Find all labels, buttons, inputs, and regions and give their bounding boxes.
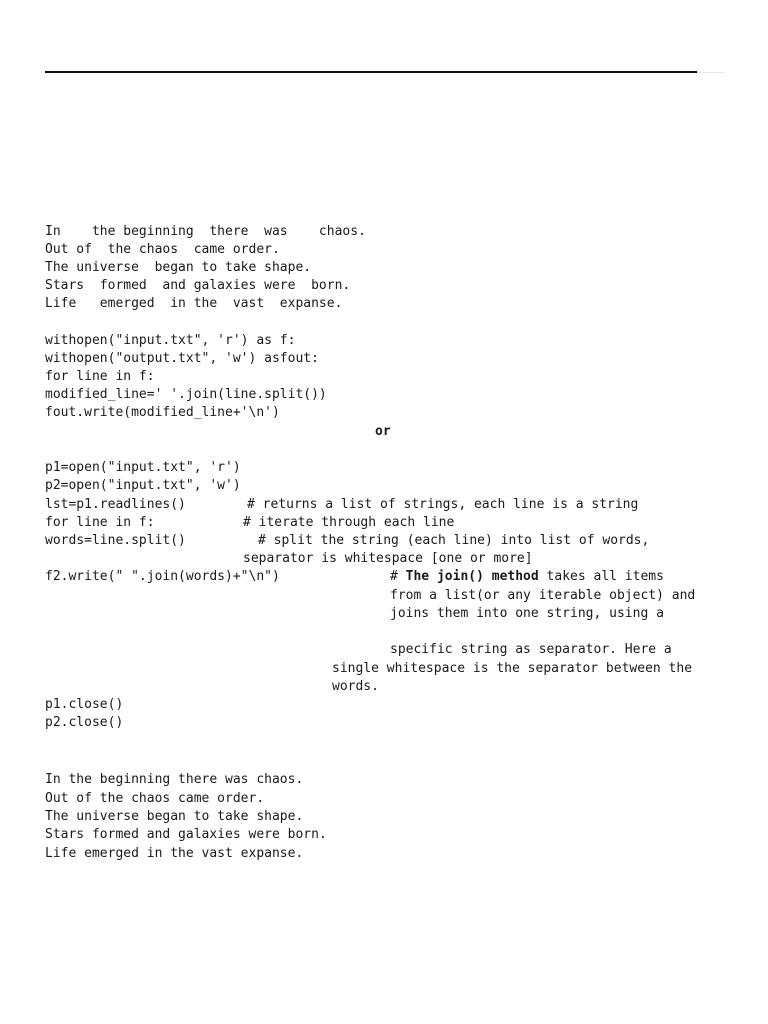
separator-or: or: [375, 424, 391, 439]
code1-line-2: withopen("output.txt", 'w') asfout:: [45, 351, 319, 366]
output-line-4: Stars formed and galaxies were born.: [45, 827, 327, 842]
code1-line-4: modified_line=' '.join(line.split()): [45, 387, 327, 402]
join-comment-line-6: words.: [332, 679, 379, 694]
join-comment-line-4: specific string as separator. Here a: [390, 642, 672, 657]
input-line-2: Out of the chaos came order.: [45, 242, 280, 257]
input-line-3: The universe began to take shape.: [45, 260, 312, 275]
code2-for-loop-comment: # iterate through each line: [243, 515, 455, 530]
join-comment-line-3: joins them into one string, using a: [390, 606, 664, 621]
code2-open-input: p1=open("input.txt", 'r'): [45, 460, 241, 475]
output-line-2: Out of the chaos came order.: [45, 791, 265, 806]
code1-line-3: for line in f:: [45, 369, 155, 384]
code2-close-1: p1.close(): [45, 697, 124, 712]
rule-tail: [697, 72, 725, 73]
output-line-1: In the beginning there was chaos.: [45, 772, 304, 787]
code2-split-comment-2: separator is whitespace [one or more]: [243, 551, 533, 566]
join-comment-line-2: from a list(or any iterable object) and: [390, 588, 696, 603]
code2-readlines-comment: # returns a list of strings, each line is a string: [247, 497, 639, 512]
join-method-bold: The join() method: [405, 569, 539, 584]
code2-split: words=line.split(): [45, 533, 186, 548]
output-line-5: Life emerged in the vast expanse.: [45, 846, 304, 861]
input-line-5: Life emerged in the vast expanse.: [45, 296, 343, 311]
output-line-3: The universe began to take shape.: [45, 809, 304, 824]
code1-line-5: fout.write(modified_line+'\n'): [45, 405, 280, 420]
join-comment-prefix: #: [390, 569, 406, 584]
top-horizontal-rule: [45, 71, 697, 73]
code2-readlines: lst=p1.readlines(): [45, 497, 186, 512]
input-line-1: In the beginning there was chaos.: [45, 224, 366, 239]
input-line-4: Stars formed and galaxies were born.: [45, 278, 351, 293]
code2-for-loop: for line in f:: [45, 515, 155, 530]
code1-line-1: withopen("input.txt", 'r') as f:: [45, 333, 296, 348]
code2-open-output: p2=open("input.txt", 'w'): [45, 478, 241, 493]
code2-close-2: p2.close(): [45, 715, 124, 730]
code2-split-comment-1: # split the string (each line) into list of words,: [258, 533, 650, 548]
join-comment-rest: takes all items: [538, 569, 664, 584]
code2-write: f2.write(" ".join(words)+"\n"): [45, 569, 280, 584]
join-comment-line-5: single whitespace is the separator between the: [332, 661, 693, 676]
join-comment-line-1: [390, 568, 664, 586]
